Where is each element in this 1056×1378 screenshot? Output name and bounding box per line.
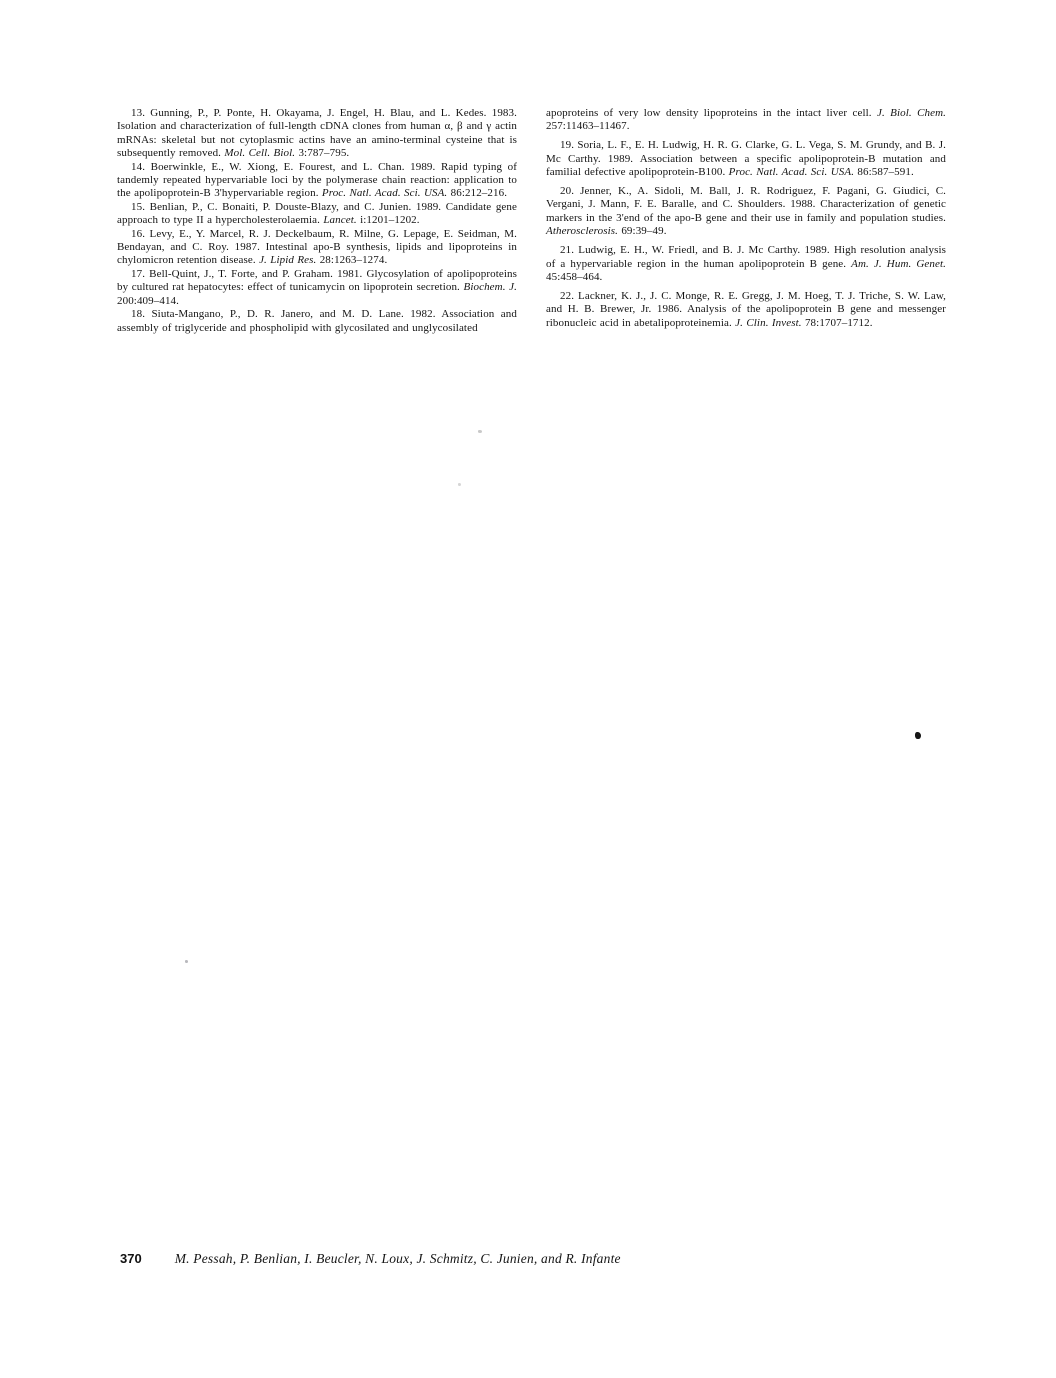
ink-speck [915,732,921,739]
reference-text: 78:1707–1712. [801,316,873,329]
journal-name: Am. J. Hum. Genet. [851,257,946,270]
journal-name: J. Biol. Chem. [876,107,947,119]
reference-text: 16. Levy, E., Y. Marcel, R. J. Deckelbaum, R. Milne, G. Lepage, E. Seidman, M. Bendayan, and C. Roy. 1987. Intestinal apo-B synthesis, lipids and lipoproteins in chylomicron retention disease. [117,227,517,267]
reference-text: 86:587–591. [854,166,914,179]
reference-text: 17. Bell-Quint, J., T. Forte, and P. Graham. 1981. Glycosylation of apolipoproteins by cultured rat hepatocytes: effect of tunicamycin on lipoprotein secretion. [117,267,517,294]
ink-speck [185,960,188,963]
journal-name: Mol. Cell. Biol. [224,147,296,160]
journal-name: J. Clin. Invest. [735,316,802,329]
references-column-left [117,107,517,335]
reference-item [546,139,946,179]
reference-item [117,308,517,335]
ink-speck [458,483,461,486]
journal-name: Proc. Natl. Acad. Sci. USA. [321,187,448,200]
reference-item [546,290,946,330]
reference-item [546,185,946,239]
journal-name: Atherosclerosis. [546,225,618,238]
page-footer [120,1250,950,1268]
journal-name: Biochem. J. [463,281,517,294]
reference-text: 14. Boerwinkle, E., W. Xiong, E. Fourest, and L. Chan. 1989. Rapid typing of tandemly repeated hypervariable loci by the polymerase chain reaction: application to the apolipoprotein-B 3'hypervariable region. [117,160,517,200]
reference-text: 45:458–464. [546,270,603,283]
running-authors: M. Pessah, P. Benlian, I. Beucler, N. Loux, J. Schmitz, C. Junien, and R. Infante [174,1251,621,1266]
reference-text: 200:409–414. [117,294,180,307]
reference-text: 3:787–795. [295,147,350,160]
reference-item [117,201,517,228]
reference-text: i:1201–1202. [356,214,420,227]
references-section [117,107,947,335]
reference-text: 69:39–49. [617,225,667,238]
journal-name: J. Lipid Res. [259,254,317,267]
reference-text: 13. Gunning, P., P. Ponte, H. Okayama, J. Engel, H. Blau, and L. Kedes. 1983. Isolation and characterization of full-length cDNA clones from human α, β and γ actin mRNAs: skeletal but not cytoplasmic actins have an amino-terminal cysteine that is subsequently removed. [117,107,517,160]
reference-text: apoproteins of very low density lipoproteins in the intact liver cell. [546,107,877,119]
reference-text: 28:1263–1274. [316,254,388,267]
reference-text: 20. Jenner, K., A. Sidoli, M. Ball, J. R. Rodriguez, F. Pagani, G. Giudici, C. Vergani, J. Mann, F. E. Baralle, and C. Shoulders. 1988. Characterization of genetic markers in the 3'end of the apo-B gene and their use in family and population studies. [546,185,946,224]
page-number: 370 [120,1251,142,1266]
reference-item [546,107,946,134]
journal-name: Lancet. [323,214,357,227]
reference-text: 19. Soria, L. F., E. H. Ludwig, H. R. G. Clarke, G. L. Vega, S. M. Grundy, and B. J. Mc Carthy. 1989. Association between a specific apolipoprotein-B mutation and familial defective apolipoprotein-B100. [546,139,946,179]
journal-name: Proc. Natl. Acad. Sci. USA. [728,166,855,179]
reference-item [117,161,517,201]
reference-item [117,268,517,308]
reference-text: 86:212–216. [447,187,508,200]
reference-text: 21. Ludwig, E. H., W. Friedl, and B. J. Mc Carthy. 1989. High resolution analysis of a hypervariable region in the human apolipoprotein B gene. [546,244,946,270]
reference-item [546,244,946,284]
reference-text: 257:11463–11467. [546,120,630,133]
reference-item [117,107,517,161]
reference-item [117,228,517,268]
reference-text: 18. Siuta-Mangano, P., D. R. Janero, and M. D. Lane. 1982. Association and assembly of triglyceride and phospholipid with glycosilated and unglycosilated [117,308,517,334]
references-column-right [546,107,946,335]
reference-text: 15. Benlian, P., C. Bonaiti, P. Douste-Blazy, and C. Junien. 1989. Candidate gene approach to type II a hypercholesterolaemia. [117,200,517,227]
ink-speck [478,430,482,433]
reference-text: 22. Lackner, K. J., J. C. Monge, R. E. Gregg, J. M. Hoeg, T. J. Triche, S. W. Law, and H. B. Brewer, Jr. 1986. Analysis of the apolipoprotein B gene and messenger ribonucleic acid in abetalipoproteinemia. [546,289,946,329]
